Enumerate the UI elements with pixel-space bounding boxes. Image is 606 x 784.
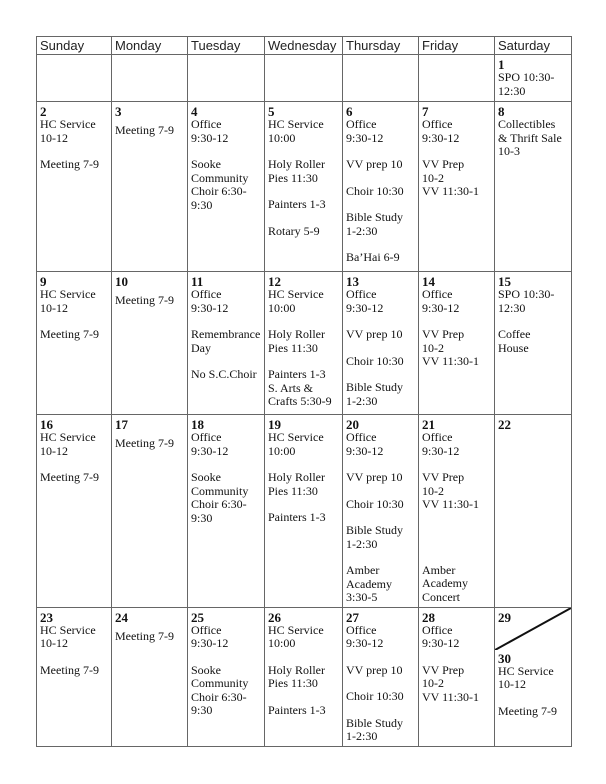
event-text: Office 9:30-12 xyxy=(346,117,384,145)
event-text: Meeting 7-9 xyxy=(40,662,99,677)
header-wednesday: Wednesday xyxy=(265,37,343,55)
day-number: 27 xyxy=(346,609,359,625)
week-row xyxy=(37,272,572,415)
event-text: Office 9:30-12 xyxy=(191,622,229,650)
day-number: 14 xyxy=(422,274,435,289)
day-cell xyxy=(188,272,265,415)
day-cell xyxy=(37,415,112,608)
day-number: 5 xyxy=(268,104,275,119)
day-number: 2 xyxy=(40,104,47,119)
day-cell xyxy=(188,607,265,746)
event-text: Bible Study 1-2:30 xyxy=(346,210,404,238)
day-cell xyxy=(188,102,265,272)
week-row xyxy=(37,55,572,102)
event-text: HC Service 10:00 xyxy=(268,430,324,458)
event-text: Meeting 7-9 xyxy=(40,470,99,484)
day-cell xyxy=(343,272,419,415)
empty-day-cell xyxy=(112,55,188,102)
day-number: 9 xyxy=(40,274,47,289)
event-text: Meeting 7-9 xyxy=(115,123,174,137)
day-cell xyxy=(419,607,495,746)
empty-day-cell xyxy=(188,55,265,102)
event-text: Office 9:30-12 xyxy=(422,287,460,315)
event-text: Meeting 7-9 xyxy=(40,327,99,341)
event-text: Meeting 7-9 xyxy=(115,436,174,450)
day-number: 18 xyxy=(191,417,204,432)
day-cell xyxy=(265,607,343,746)
day-number: 25 xyxy=(191,609,204,625)
event-text: Office 9:30-12 xyxy=(191,430,229,458)
event-text: Painters 1-3 S. Arts & Crafts 5:30-9 xyxy=(268,367,332,408)
event-text: VV Prep 10-2 VV 11:30-1 xyxy=(422,157,479,198)
day-cell xyxy=(495,272,572,415)
event-text: Bible Study 1-2:30 xyxy=(346,715,404,743)
day-cell xyxy=(419,272,495,415)
event-text: VV Prep 10-2 VV 11:30-1 xyxy=(422,662,479,704)
event-text: Office 9:30-12 xyxy=(346,622,384,650)
calendar-table xyxy=(36,36,572,747)
day-number: 29 xyxy=(498,609,511,625)
event-text: Bible Study 1-2:30 xyxy=(346,523,404,551)
split-day-cell xyxy=(495,607,572,746)
event-text: VV prep 10 xyxy=(346,662,403,677)
event-text: Choir 10:30 xyxy=(346,689,404,703)
day-number: 20 xyxy=(346,417,359,432)
day-number: 13 xyxy=(346,274,359,289)
event-text: Amber Academy Concert xyxy=(422,562,468,604)
event-text: Office 9:30-12 xyxy=(422,117,460,145)
event-text: Choir 10:30 xyxy=(346,183,404,198)
day-number: 4 xyxy=(191,104,198,119)
day-number: 7 xyxy=(422,104,429,119)
day-number: 30 xyxy=(498,650,511,666)
empty-day-cell xyxy=(343,55,419,102)
header-sunday: Sunday xyxy=(37,37,112,55)
event-text: Collectibles & Thrift Sale 10-3 xyxy=(498,117,562,158)
event-text: Holy Roller Pies 11:30 xyxy=(268,470,325,498)
day-cell xyxy=(37,607,112,746)
event-text: SPO 10:30- 12:30 xyxy=(498,287,555,315)
event-text: VV Prep 10-2 VV 11:30-1 xyxy=(422,470,479,511)
event-text: Office 9:30-12 xyxy=(422,430,460,458)
day-cell xyxy=(343,607,419,746)
day-cell xyxy=(112,415,188,608)
weekday-header-row xyxy=(37,37,572,55)
event-text: SPO 10:30- 12:30 xyxy=(498,70,555,98)
event-text: Office 9:30-12 xyxy=(191,287,229,315)
day-cell xyxy=(112,102,188,272)
event-text: Painters 1-3 xyxy=(268,510,326,524)
day-number: 26 xyxy=(268,609,281,625)
day-number: 17 xyxy=(115,417,128,432)
event-text: HC Service 10:00 xyxy=(268,622,324,650)
day-number: 15 xyxy=(498,274,511,289)
second-day-block xyxy=(498,652,557,719)
header-saturday: Saturday xyxy=(495,37,572,55)
day-number: 22 xyxy=(498,417,511,432)
event-text: HC Service 10-12 xyxy=(40,430,96,458)
event-text: No S.C.Choir xyxy=(191,367,257,381)
day-cell xyxy=(37,102,112,272)
event-text: Choir 10:30 xyxy=(346,353,404,368)
day-cell xyxy=(112,272,188,415)
event-text: HC Service 10-12 xyxy=(40,117,96,145)
event-text: HC Service 10:00 xyxy=(268,287,324,315)
day-number: 3 xyxy=(115,104,122,119)
day-number: 23 xyxy=(40,609,53,625)
event-text: Sooke Community Choir 6:30- 9:30 xyxy=(191,157,249,212)
event-text: VV Prep 10-2 VV 11:30-1 xyxy=(422,327,479,368)
day-number: 28 xyxy=(422,609,435,625)
header-monday: Monday xyxy=(112,37,188,55)
header-friday: Friday xyxy=(419,37,495,55)
event-text: Painters 1-3 xyxy=(268,197,326,211)
event-text: VV prep 10 xyxy=(346,470,403,484)
day-number: 16 xyxy=(40,417,53,432)
header-thursday: Thursday xyxy=(343,37,419,55)
event-text: Office 9:30-12 xyxy=(346,430,384,458)
diagonal-divider-line xyxy=(495,608,571,650)
day-number: 19 xyxy=(268,417,281,432)
empty-day-cell xyxy=(265,55,343,102)
day-cell xyxy=(112,607,188,746)
week-row xyxy=(37,415,572,608)
day-number: 12 xyxy=(268,274,281,289)
day-cell xyxy=(265,272,343,415)
day-cell xyxy=(495,55,572,102)
event-text: Sooke Community Choir 6:30- 9:30 xyxy=(191,662,249,717)
event-text: Office 9:30-12 xyxy=(422,622,460,650)
event-text: Painters 1-3 xyxy=(268,702,326,717)
day-number: 10 xyxy=(115,274,128,289)
day-number: 21 xyxy=(422,417,435,432)
day-cell xyxy=(265,102,343,272)
day-number: 24 xyxy=(115,609,128,625)
day-cell xyxy=(265,415,343,608)
event-text: HC Service 10:00 xyxy=(268,117,324,145)
event-text: Office 9:30-12 xyxy=(346,287,384,315)
event-text: VV prep 10 xyxy=(346,157,403,171)
week-row xyxy=(37,607,572,746)
event-text: Holy Roller Pies 11:30 xyxy=(268,157,325,185)
day-number: 1 xyxy=(498,57,505,72)
header-tuesday: Tuesday xyxy=(188,37,265,55)
day-cell xyxy=(188,415,265,608)
empty-day-cell xyxy=(419,55,495,102)
event-text: Meeting 7-9 xyxy=(498,703,557,718)
day-number: 6 xyxy=(346,104,353,119)
event-text: Meeting 7-9 xyxy=(40,157,99,171)
day-number: 11 xyxy=(191,274,204,289)
day-cell xyxy=(419,102,495,272)
day-cell xyxy=(37,272,112,415)
event-text: Bible Study 1-2:30 xyxy=(346,380,404,408)
day-cell xyxy=(495,415,572,608)
day-cell xyxy=(343,415,419,608)
event-text: Meeting 7-9 xyxy=(115,628,174,643)
day-cell xyxy=(343,102,419,272)
event-text: Sooke Community Choir 6:30- 9:30 xyxy=(191,470,249,525)
event-text: HC Service 10-12 xyxy=(40,622,96,650)
event-text: Ba’Hai 6-9 xyxy=(346,250,400,264)
event-text: Meeting 7-9 xyxy=(115,293,174,307)
day-number: 8 xyxy=(498,104,505,119)
event-text: Rotary 5-9 xyxy=(268,223,320,238)
event-text: HC Service 10-12 xyxy=(498,663,554,691)
event-text: VV prep 10 xyxy=(346,327,403,341)
day-cell xyxy=(419,415,495,608)
week-row xyxy=(37,102,572,272)
empty-day-cell xyxy=(37,55,112,102)
event-text: HC Service 10-12 xyxy=(40,287,96,315)
event-text: Holy Roller Pies 11:30 xyxy=(268,662,325,690)
event-text: Amber Academy 3:30-5 xyxy=(346,563,392,604)
event-text: Holy Roller Pies 11:30 xyxy=(268,327,325,355)
event-text: Office 9:30-12 xyxy=(191,117,229,145)
event-text: Choir 10:30 xyxy=(346,496,404,511)
event-text: Coffee House xyxy=(498,327,531,355)
day-cell xyxy=(495,102,572,272)
event-text: Remembrance Day xyxy=(191,327,261,355)
